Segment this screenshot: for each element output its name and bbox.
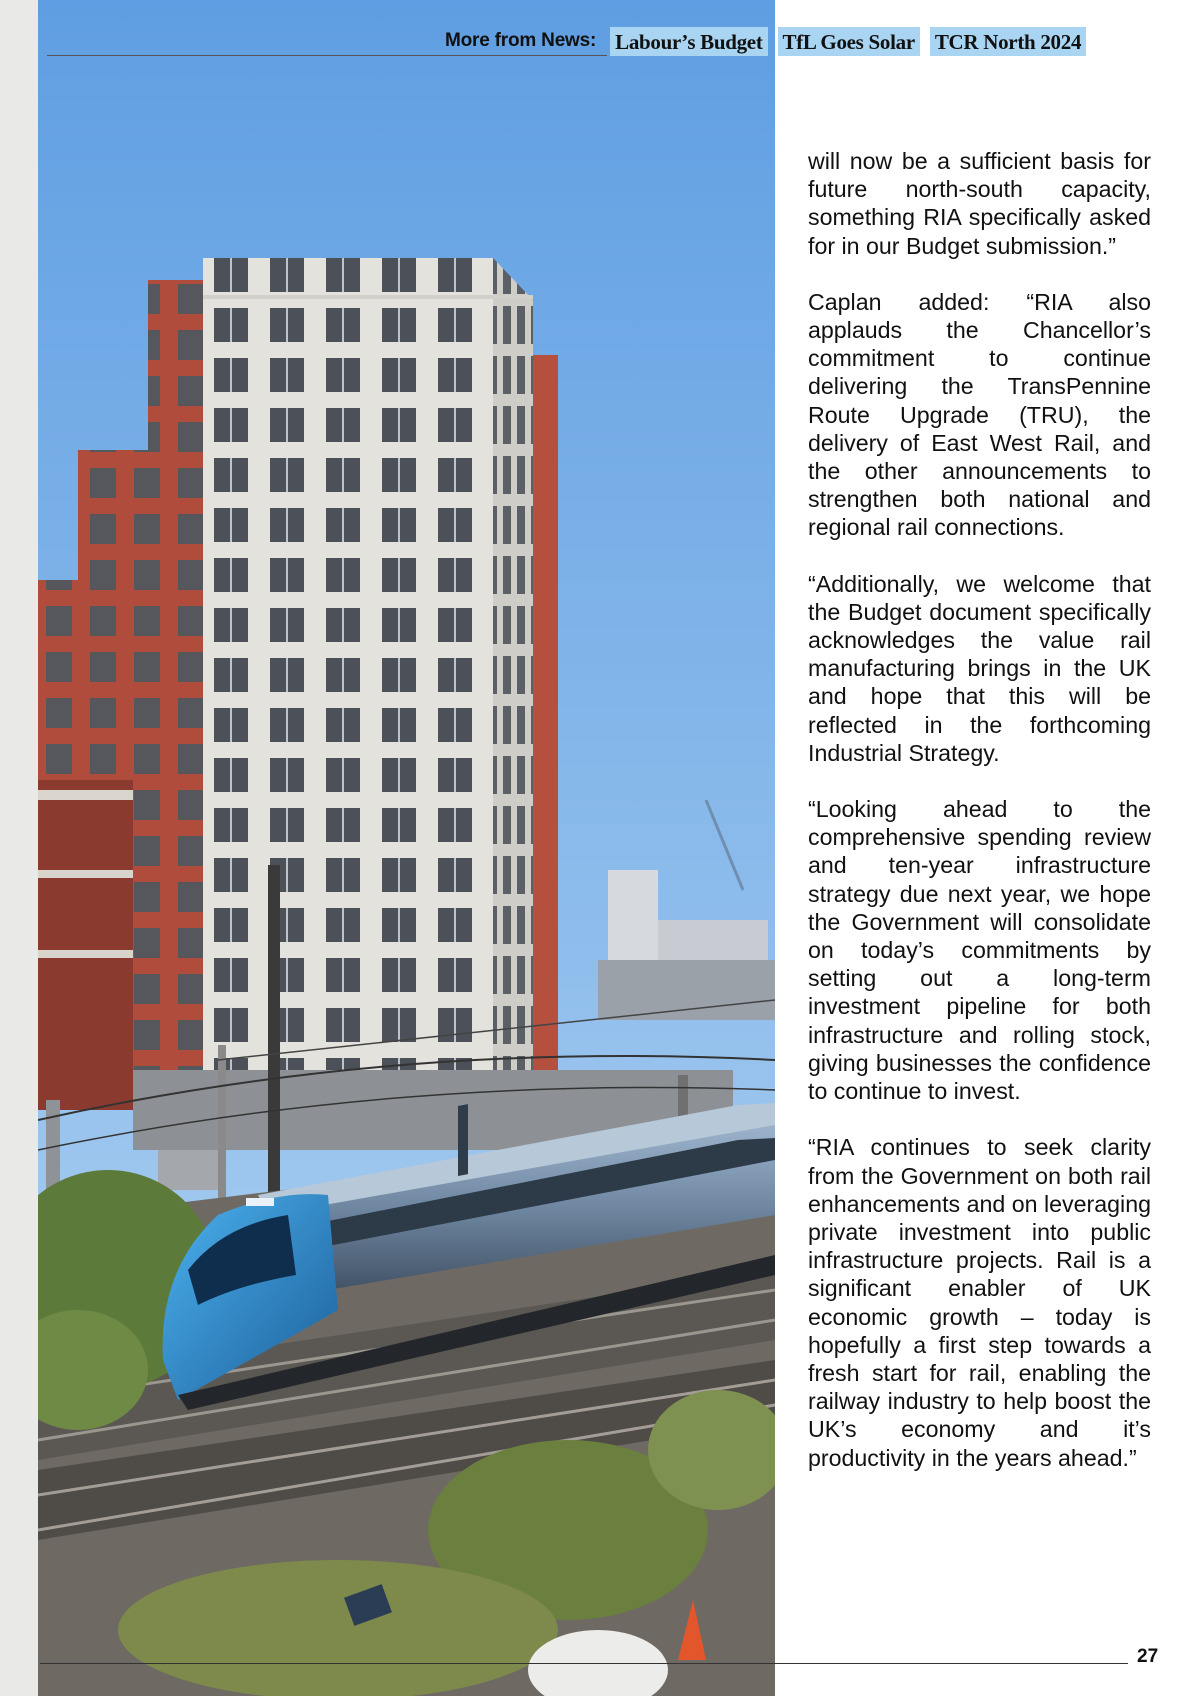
- nav-link-tcr-north-2024[interactable]: TCR North 2024: [930, 27, 1086, 56]
- page-margin-strip: [0, 0, 38, 1696]
- page-number: 27: [1137, 1646, 1159, 1667]
- article-body: [808, 147, 1151, 1500]
- article-paragraph: “Additionally, we welcome that the Budget document specifically acknowledges the value rail manufacturing brings in the UK and hope that this will be reflected in the forthcoming Industrial Strategy.: [808, 570, 1151, 766]
- nav-label: More from News:: [445, 30, 597, 51]
- footer-divider: [40, 1663, 1128, 1664]
- more-news-nav: [445, 26, 1086, 56]
- article-paragraph: “Looking ahead to the comprehensive spending review and ten-year infrastructure strategy due next year, we hope the Government will consolidate on today’s commitments by setting out a long-term investment pipeline for both infrastructure and rolling stock, giving businesses the confidence to continue to invest.: [808, 796, 1151, 1105]
- nav-link-labours-budget[interactable]: Labour’s Budget: [610, 27, 767, 56]
- article-paragraph: Caplan added: “RIA also applauds the Chancellor’s commitment to continue delivering the TransPennine Route Upgrade (TRU), the delivery of East West Rail, and the other announcements to strengthen both national and regional rail connections.: [808, 288, 1151, 541]
- article-photo: [38, 0, 775, 1696]
- article-paragraph: will now be a sufficient basis for future north-south capacity, something RIA specifically asked for in our Budget submission.”: [808, 148, 1151, 259]
- article-paragraph: “RIA continues to seek clarity from the Government on both rail enhancements and on leveraging private investment into public infrastructure projects. Rail is a significant enabler of UK economic growth – today is hopefully a first step towards a fresh start for rail, enabling the railway industry to help boost the UK’s economy and it’s productivity in the years ahead.”: [808, 1134, 1151, 1471]
- nav-link-tfl-goes-solar[interactable]: TfL Goes Solar: [778, 27, 920, 56]
